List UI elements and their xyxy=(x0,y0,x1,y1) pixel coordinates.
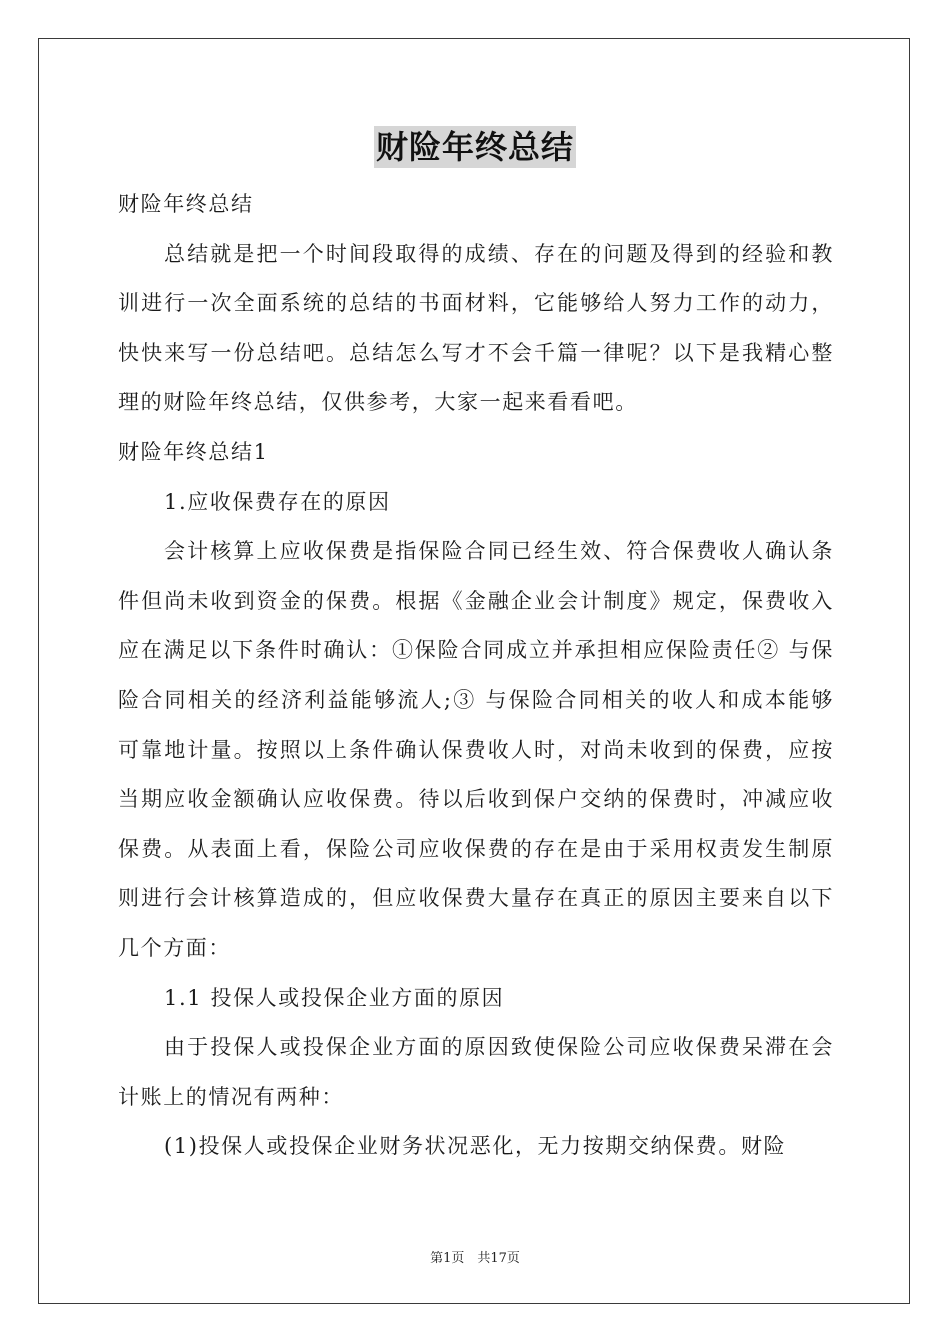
paragraph-subtitle: 财险年终总结 xyxy=(118,192,254,216)
title-container xyxy=(0,126,950,168)
document-title: 财险年终总结 xyxy=(375,128,574,166)
paragraph-body-3: (1)投保人或投保企业财务状况恶化，无力按期交纳保费。财险 xyxy=(164,1134,787,1159)
section-heading: 财险年终总结1 xyxy=(118,439,269,464)
subsection-heading: 1.应收保费存在的原因 xyxy=(164,489,391,514)
page-footer: 第1页 共17页 xyxy=(430,1251,520,1266)
paragraph-body-2: 由于投保人或投保企业方面的原因致使保险公司应收保费呆滞在会计账上的情况有两种： xyxy=(118,1035,834,1109)
document-body xyxy=(118,180,834,1172)
subsection-heading-1-1: 1.1 投保人或投保企业方面的原因 xyxy=(164,985,505,1010)
paragraph-intro: 总结就是把一个时间段取得的成绩、存在的问题及得到的经验和教训进行一次全面系统的总结的书面材料，它能够给人努力工作的动力，快快来写一份总结吧。总结怎么写才不会千篇一律呢？以下是我精心整理的财险年终总结，仅供参考，大家一起来看看吧。 xyxy=(118,241,834,415)
paragraph-body: 会计核算上应收保费是指保险合同已经生效、符合保费收人确认条件但尚未收到资金的保费。根据《金融企业会计制度》规定，保费收入应在满足以下条件时确认：①保险合同成立并承担相应保险责任② 与保险合同相关的经济利益能够流人;③ 与保险合同相关的收人和成本能够可靠地计量。按照以上条件确认保费收人时，对尚未收到的保费，应按当期应收金额确认应收保费。待以后收到保户交纳的保费时，冲减应收保费。从表面上看，保险公司应收保费的存在是由于采用权责发生制原则进行会计核算造成的，但应收保费大量存在真正的原因主要来自以下几个方面： xyxy=(118,539,834,960)
